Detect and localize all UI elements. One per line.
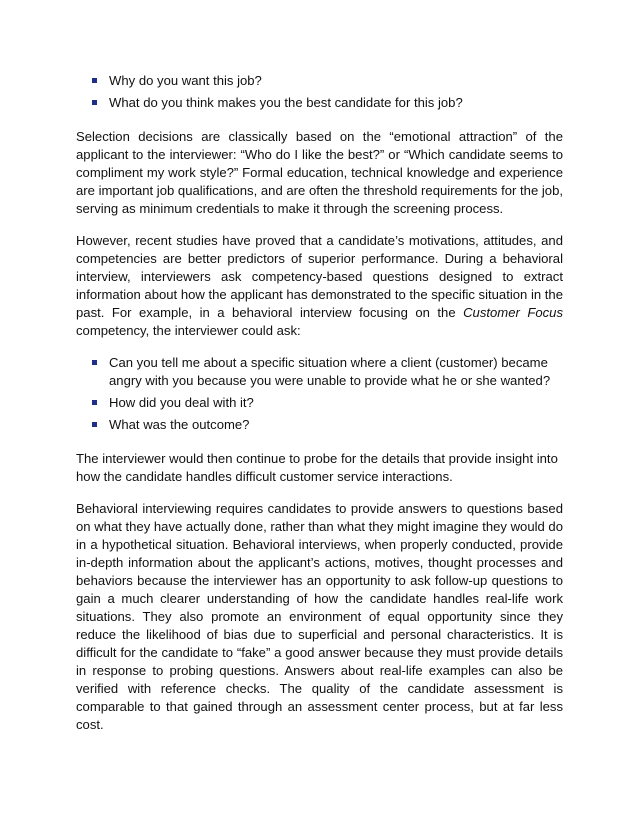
paragraph-behavioral-interviewing: Behavioral interviewing requires candidates to provide answers to questions based on what they have actually done, rather than what they might imagine they would do in a hypothetical situation. Behavioral interviews, when properly conducted, provide in-depth information about the applicant’s actions, motives, thought processes and behaviors because the interviewer has an opportunity to ask follow-up questions to gain a much clearer understanding of how the candidate handles real-life work situations. They also promote an environment of equal opportunity since they reduce the likelihood of bias due to superficial and personal characteristics. It is difficult for the candidate to “fake” a good answer because they must provide details in response to probing questions. Answers about real-life examples can also be verified with reference checks. The quality of the candidate assessment is comparable to that gained through an assessment center process, but at far less cost. (76, 501, 563, 732)
square-bullet-icon (92, 360, 97, 365)
document-page (76, 72, 563, 734)
list-item-text: What was the outcome? (109, 417, 250, 432)
paragraph-text: competency, the interviewer could ask: (76, 323, 301, 338)
paragraph-recent-studies (76, 232, 563, 340)
list-item (76, 394, 563, 412)
paragraph-selection-decisions: Selection decisions are classically based on the “emotional attraction” of the applicant to the interviewer: “Who do I like the best?” or “Which candidate seems to compliment my work style?” Formal education, technical knowledge and experience are important job qualifications, and are often the threshold requirements for the job, serving as minimum credentials to make it through the screening process. (76, 129, 563, 216)
interview-questions-list (76, 72, 563, 112)
paragraph-text: However, recent studies have proved that a candidate’s motivations, attitudes, and competencies are better predictors of superior performance. During a behavioral interview, interviewers ask competency-based questions designed to extract information about how the applicant has demonstrated to the specific situation in the past. For example, in a behavioral interview focusing on the (76, 233, 563, 320)
list-item (76, 72, 563, 90)
list-item (76, 416, 563, 434)
behavioral-questions-list (76, 354, 563, 434)
square-bullet-icon (92, 400, 97, 405)
list-item-text: Can you tell me about a specific situation where a client (customer) became angry with you because you were unable to provide what he or she wanted? (109, 355, 551, 388)
square-bullet-icon (92, 78, 97, 83)
list-item-text: Why do you want this job? (109, 73, 262, 88)
list-item (76, 94, 563, 112)
square-bullet-icon (92, 100, 97, 105)
emphasis-customer-focus: Customer Focus (463, 305, 563, 320)
square-bullet-icon (92, 422, 97, 427)
paragraph-probe-details: The interviewer would then continue to probe for the details that provide insight into how the candidate handles difficult customer service interactions. (76, 451, 558, 484)
list-item-text: What do you think makes you the best candidate for this job? (109, 95, 463, 110)
list-item (76, 354, 563, 390)
list-item-text: How did you deal with it? (109, 395, 254, 410)
